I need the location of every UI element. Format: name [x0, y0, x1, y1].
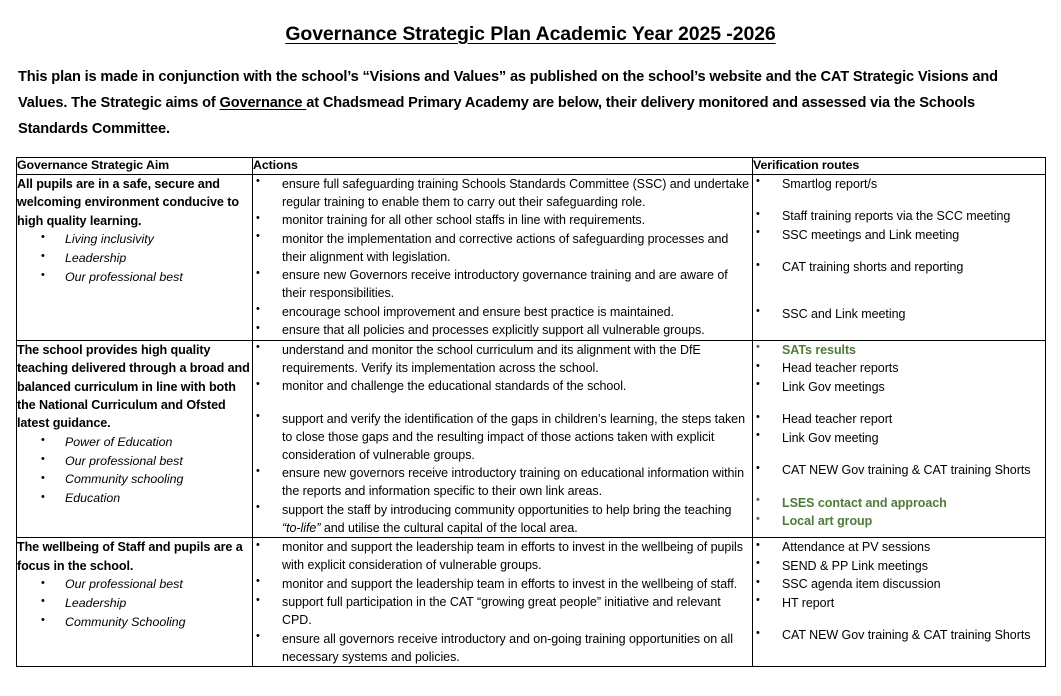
list-spacer	[753, 291, 1045, 305]
list-item: • ensure new Governors receive introductory governance training and are aware of their responsibilities.	[253, 266, 752, 302]
list-item	[253, 501, 752, 537]
verification-cell	[753, 538, 1046, 667]
header-governance-strategic-aim: Governance Strategic Aim	[17, 158, 253, 175]
actions-list	[253, 175, 752, 340]
page-title-text: Governance Strategic Plan Academic Year 2025 -2026	[285, 23, 776, 45]
aim-cell	[17, 174, 253, 340]
intro-text-part1: This plan is made in conjunction with the school’s “Visions and Values” as published on the school’s website and the CAT Strategic Visions and Values. The Strategic aims of	[18, 69, 998, 112]
aim-cell	[17, 340, 253, 538]
list-item: • Staff training reports via the SCC meeting	[753, 207, 1045, 225]
list-spacer	[753, 244, 1045, 258]
aim-values-list	[17, 575, 252, 632]
list-item: • Community Schooling	[41, 613, 252, 632]
table-row	[17, 174, 1046, 340]
header-actions: Actions	[253, 158, 753, 175]
actions-cell	[253, 174, 753, 340]
verification-cell	[753, 340, 1046, 538]
aim-cell	[17, 538, 253, 667]
aim-title: All pupils are in a safe, secure and welcoming environment conducive to high quality learning.	[17, 176, 239, 228]
aim-values-list	[17, 230, 252, 287]
actions-list	[253, 341, 752, 537]
list-item: • Leadership	[41, 249, 252, 268]
list-item: • CAT NEW Gov training & CAT training Shorts	[753, 461, 1045, 479]
list-item: • Community schooling	[41, 470, 252, 489]
list-item: • Smartlog report/s	[753, 175, 1045, 193]
aim-title: The wellbeing of Staff and pupils are a focus in the school.	[17, 540, 243, 573]
list-spacer	[753, 612, 1045, 626]
list-item: • CAT training shorts and reporting	[753, 258, 1045, 276]
governance-strategic-plan-table	[16, 157, 1046, 667]
list-item: • Link Gov meetings	[753, 378, 1045, 396]
list-item: • monitor and support the leadership team in efforts to invest in the wellbeing of staff.	[253, 575, 752, 593]
actions-list	[253, 538, 752, 666]
verification-cell	[753, 174, 1046, 340]
list-item: • Our professional best	[41, 452, 252, 471]
list-item: • support full participation in the CAT “growing great people” initiative and relevant CPD.	[253, 593, 752, 629]
actions-cell	[253, 340, 753, 538]
intro-paragraph	[0, 46, 1061, 143]
list-item: • SEND & PP Link meetings	[753, 557, 1045, 575]
list-item: • Head teacher reports	[753, 359, 1045, 377]
list-item-highlight: • LSES contact and approach	[753, 494, 1045, 512]
list-item: • Our professional best	[41, 575, 252, 594]
list-item-highlight: • Local art group	[753, 512, 1045, 530]
list-item: • ensure full safeguarding training Schools Standards Committee (SSC) and undertake regular training to enable them to carry out their safeguarding role.	[253, 175, 752, 211]
list-item: • Link Gov meeting	[753, 429, 1045, 447]
header-verification-routes: Verification routes	[753, 158, 1046, 175]
action-text-italic: “to-life”	[282, 520, 321, 535]
verification-list	[753, 341, 1045, 531]
list-item: • monitor training for all other school staffs in line with requirements.	[253, 211, 752, 229]
list-item: • CAT NEW Gov training & CAT training Shorts	[753, 626, 1045, 644]
list-item: • monitor and support the leadership team in efforts to invest in the wellbeing of pupils with explicit consideration of vulnerable groups.	[253, 538, 752, 574]
list-item: • SSC and Link meeting	[753, 305, 1045, 323]
verification-list	[753, 538, 1045, 644]
list-item: • monitor the implementation and corrective actions of safeguarding processes and their alignment with legislation.	[253, 230, 752, 266]
list-item: • SSC agenda item discussion	[753, 575, 1045, 593]
table-row	[17, 340, 1046, 538]
list-item: • Living inclusivity	[41, 230, 252, 249]
table-row	[17, 538, 1046, 667]
list-item: • monitor and challenge the educational standards of the school.	[253, 377, 752, 395]
list-item-highlight: • SATs results	[753, 341, 1045, 359]
list-item: • Attendance at PV sessions	[753, 538, 1045, 556]
list-item: • encourage school improvement and ensure best practice is maintained.	[253, 303, 752, 321]
list-item: • Education	[41, 489, 252, 508]
list-item: • HT report	[753, 594, 1045, 612]
list-item: • ensure all governors receive introductory and on-going training opportunities on all necessary systems and policies.	[253, 630, 752, 666]
list-item: • understand and monitor the school curriculum and its alignment with the DfE requirements. Verify its implementation across the school.	[253, 341, 752, 377]
list-item: • Our professional best	[41, 268, 252, 287]
intro-text-part2: at Chadsmead Primary Academy are below, their delivery monitored and assessed via the Schools Standards Committee.	[18, 95, 975, 138]
aim-title: The school provides high quality teaching delivered through a broad and balanced curriculum in line with both the National Curriculum and Ofsted latest guidance.	[17, 342, 250, 431]
list-item: • Head teacher report	[753, 410, 1045, 428]
table-header-row	[17, 158, 1046, 175]
actions-cell	[253, 538, 753, 667]
page-title	[0, 0, 1061, 46]
list-spacer	[253, 396, 752, 410]
list-spacer	[753, 480, 1045, 494]
list-item: • SSC meetings and Link meeting	[753, 226, 1045, 244]
intro-governance-underlined: Governance	[219, 95, 307, 112]
list-item: • ensure that all policies and processes explicitly support all vulnerable groups.	[253, 321, 752, 339]
list-spacer	[753, 277, 1045, 291]
list-item: • support and verify the identification of the gaps in children’s learning, the steps taken to close those gaps and the resulting impact of those actions taken with explicit consideration of vulnerable groups.	[253, 410, 752, 464]
list-item: • Power of Education	[41, 433, 252, 452]
action-text-a: support the staff by introducing community opportunities to help bring the teaching	[282, 502, 732, 517]
list-item: • ensure new governors receive introductory training on educational information within the reports and information specific to their own link areas.	[253, 464, 752, 500]
verification-list	[753, 175, 1045, 323]
list-item: • Leadership	[41, 594, 252, 613]
aim-values-list	[17, 433, 252, 508]
list-spacer	[753, 447, 1045, 461]
list-spacer	[753, 396, 1045, 410]
action-text-b: and utilise the cultural capital of the local area.	[320, 520, 578, 535]
list-spacer	[753, 193, 1045, 207]
